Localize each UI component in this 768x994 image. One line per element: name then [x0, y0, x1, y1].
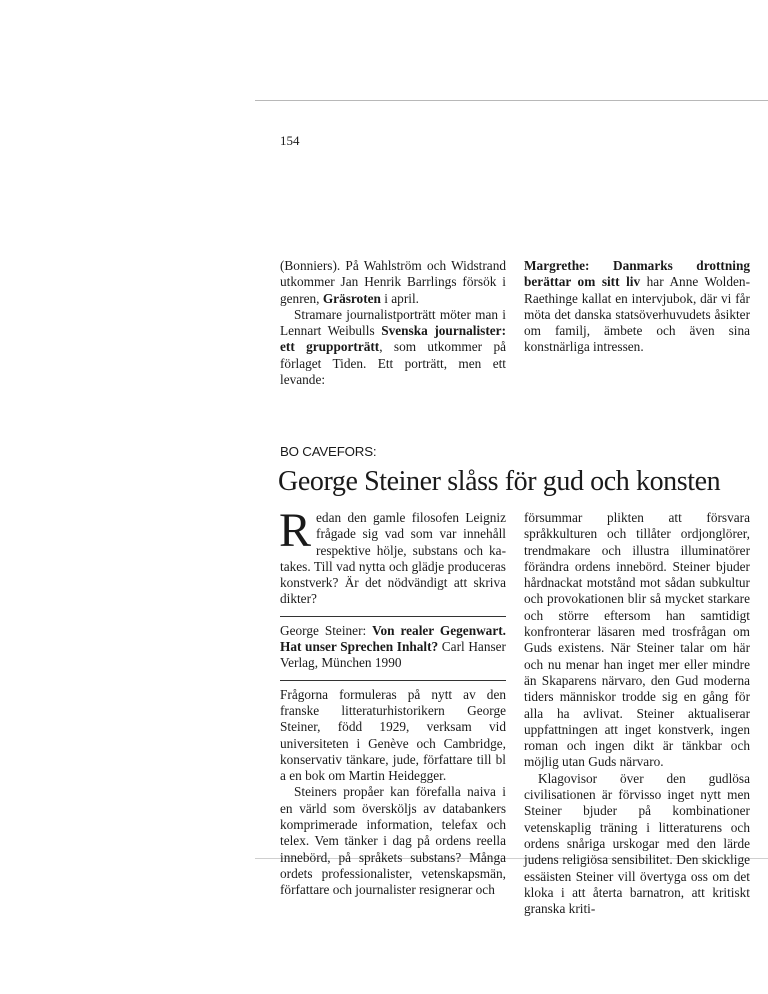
article-right-column — [524, 510, 750, 917]
book-title-grasroten: Gräsroten — [322, 290, 381, 306]
top-right-column — [524, 258, 750, 356]
article-headline: George Steiner slåss för gud och konsten — [278, 466, 721, 497]
article-left-paragraph-2: Steiners propåer kan förefalla naiva i en värld som översköljs av databankers komprimerade information, telefax och telex. Vem tänker i dag på ordens reella innebörd, på språkets substans? Många ordets professionalister, vetenskapsmän, författare och journalister resignerar och — [280, 784, 506, 898]
drop-cap: R — [279, 504, 312, 557]
book-reference: George Steiner: Von realer Gegenwart. Hat unser Sprechen Inhalt? Carl Hanser Verlag, München 1990 — [280, 622, 506, 671]
book-title-margrethe: Margrethe: Danmarks drottning berättar om sitt liv — [524, 258, 750, 290]
article-right-paragraph-2: Klagovisor över den gudlösa civilisationen är förvisso inget nytt men Steiner bjuder på kombinationer vetenskaplig träning i litteraturens och ordens snåriga urskogar med den lärde judens religiösa sensibilitet. Den skicklige essäisten Steiner vill övertyga oss om det kloka i att återta barnatron, att kritiskt granska kriti- — [524, 770, 750, 917]
article-left-column — [279, 504, 506, 899]
top-left-paragraph-2: Stramare journalistporträtt möter man i Lennart Weibulls Svenska journalister: ett grupporträtt, som utkommer på förlaget Tiden. Ett porträtt, men ett levande: — [280, 306, 506, 388]
article-intro: Redan den gamle filosofen Leigniz frågade sig vad som var innehåll respektive hölje, substans och ka-takes. Till vad nytta och glädje produceras konstverk? Är det nödvändigt att skriva dikter? — [279, 504, 506, 607]
divider-top — [280, 616, 506, 617]
top-right-paragraph: Margrethe: Danmarks drottning berättar om sitt liv har Anne Wolden-Raethinge kallat en intervjubok, där vi får möta det danska statsöverhuvudets åsikter om familj, ämbete och även sina konstnärliga intressen. — [524, 258, 750, 355]
top-left-paragraph-1: (Bonniers). På Wahlström och Widstrand utkommer Jan Henrik Barrlings försök i genren, Gräsroten i april. — [280, 258, 506, 306]
page-number: 154 — [280, 133, 300, 148]
article-left-paragraph-1: Frågorna formuleras på nytt av den franske litteraturhistorikern George Steiner, född 1929, verksam vid universiteten i Genève och Cambridge, konservativ tänkare, jude, författare till bl a en bok om Martin Heidegger. — [280, 686, 506, 784]
top-left-column — [280, 258, 506, 388]
article-byline: BO CAVEFORS: — [280, 444, 377, 459]
article-right-paragraph-1: försummar plikten att försvara språkkulturen och tillåter ordjonglörer, trendmakare och illustra illuminatörer förändra ordens innebörd. Steiner bjuder hårdnackat motstånd mot sådan subkultur och provokationen blir så mycket starkare och större eftersom han samtidigt konfronterar läsaren med trosfrågan om Guds existens. När Steiner talar om här och nu menar han inget mer eller mindre än Skaparens närvaro, den Gud moderna tiders människor trodde sig en gång för alla ha avlivat. Steiner aktualiserar uppfattningen att inget konstverk, ingen roman och ingen dikt är tänkbar och möjlig utan Guds närvaro. — [524, 510, 750, 770]
divider-bottom — [280, 680, 506, 681]
book-title-svenska-journalister: Svenska journalister: ett grupporträtt — [280, 323, 506, 355]
page-top-edge — [255, 100, 768, 101]
book-title-von-realer-gegenwart: Von realer Gegenwart. Hat unser Sprechen Inhalt? — [280, 622, 506, 655]
